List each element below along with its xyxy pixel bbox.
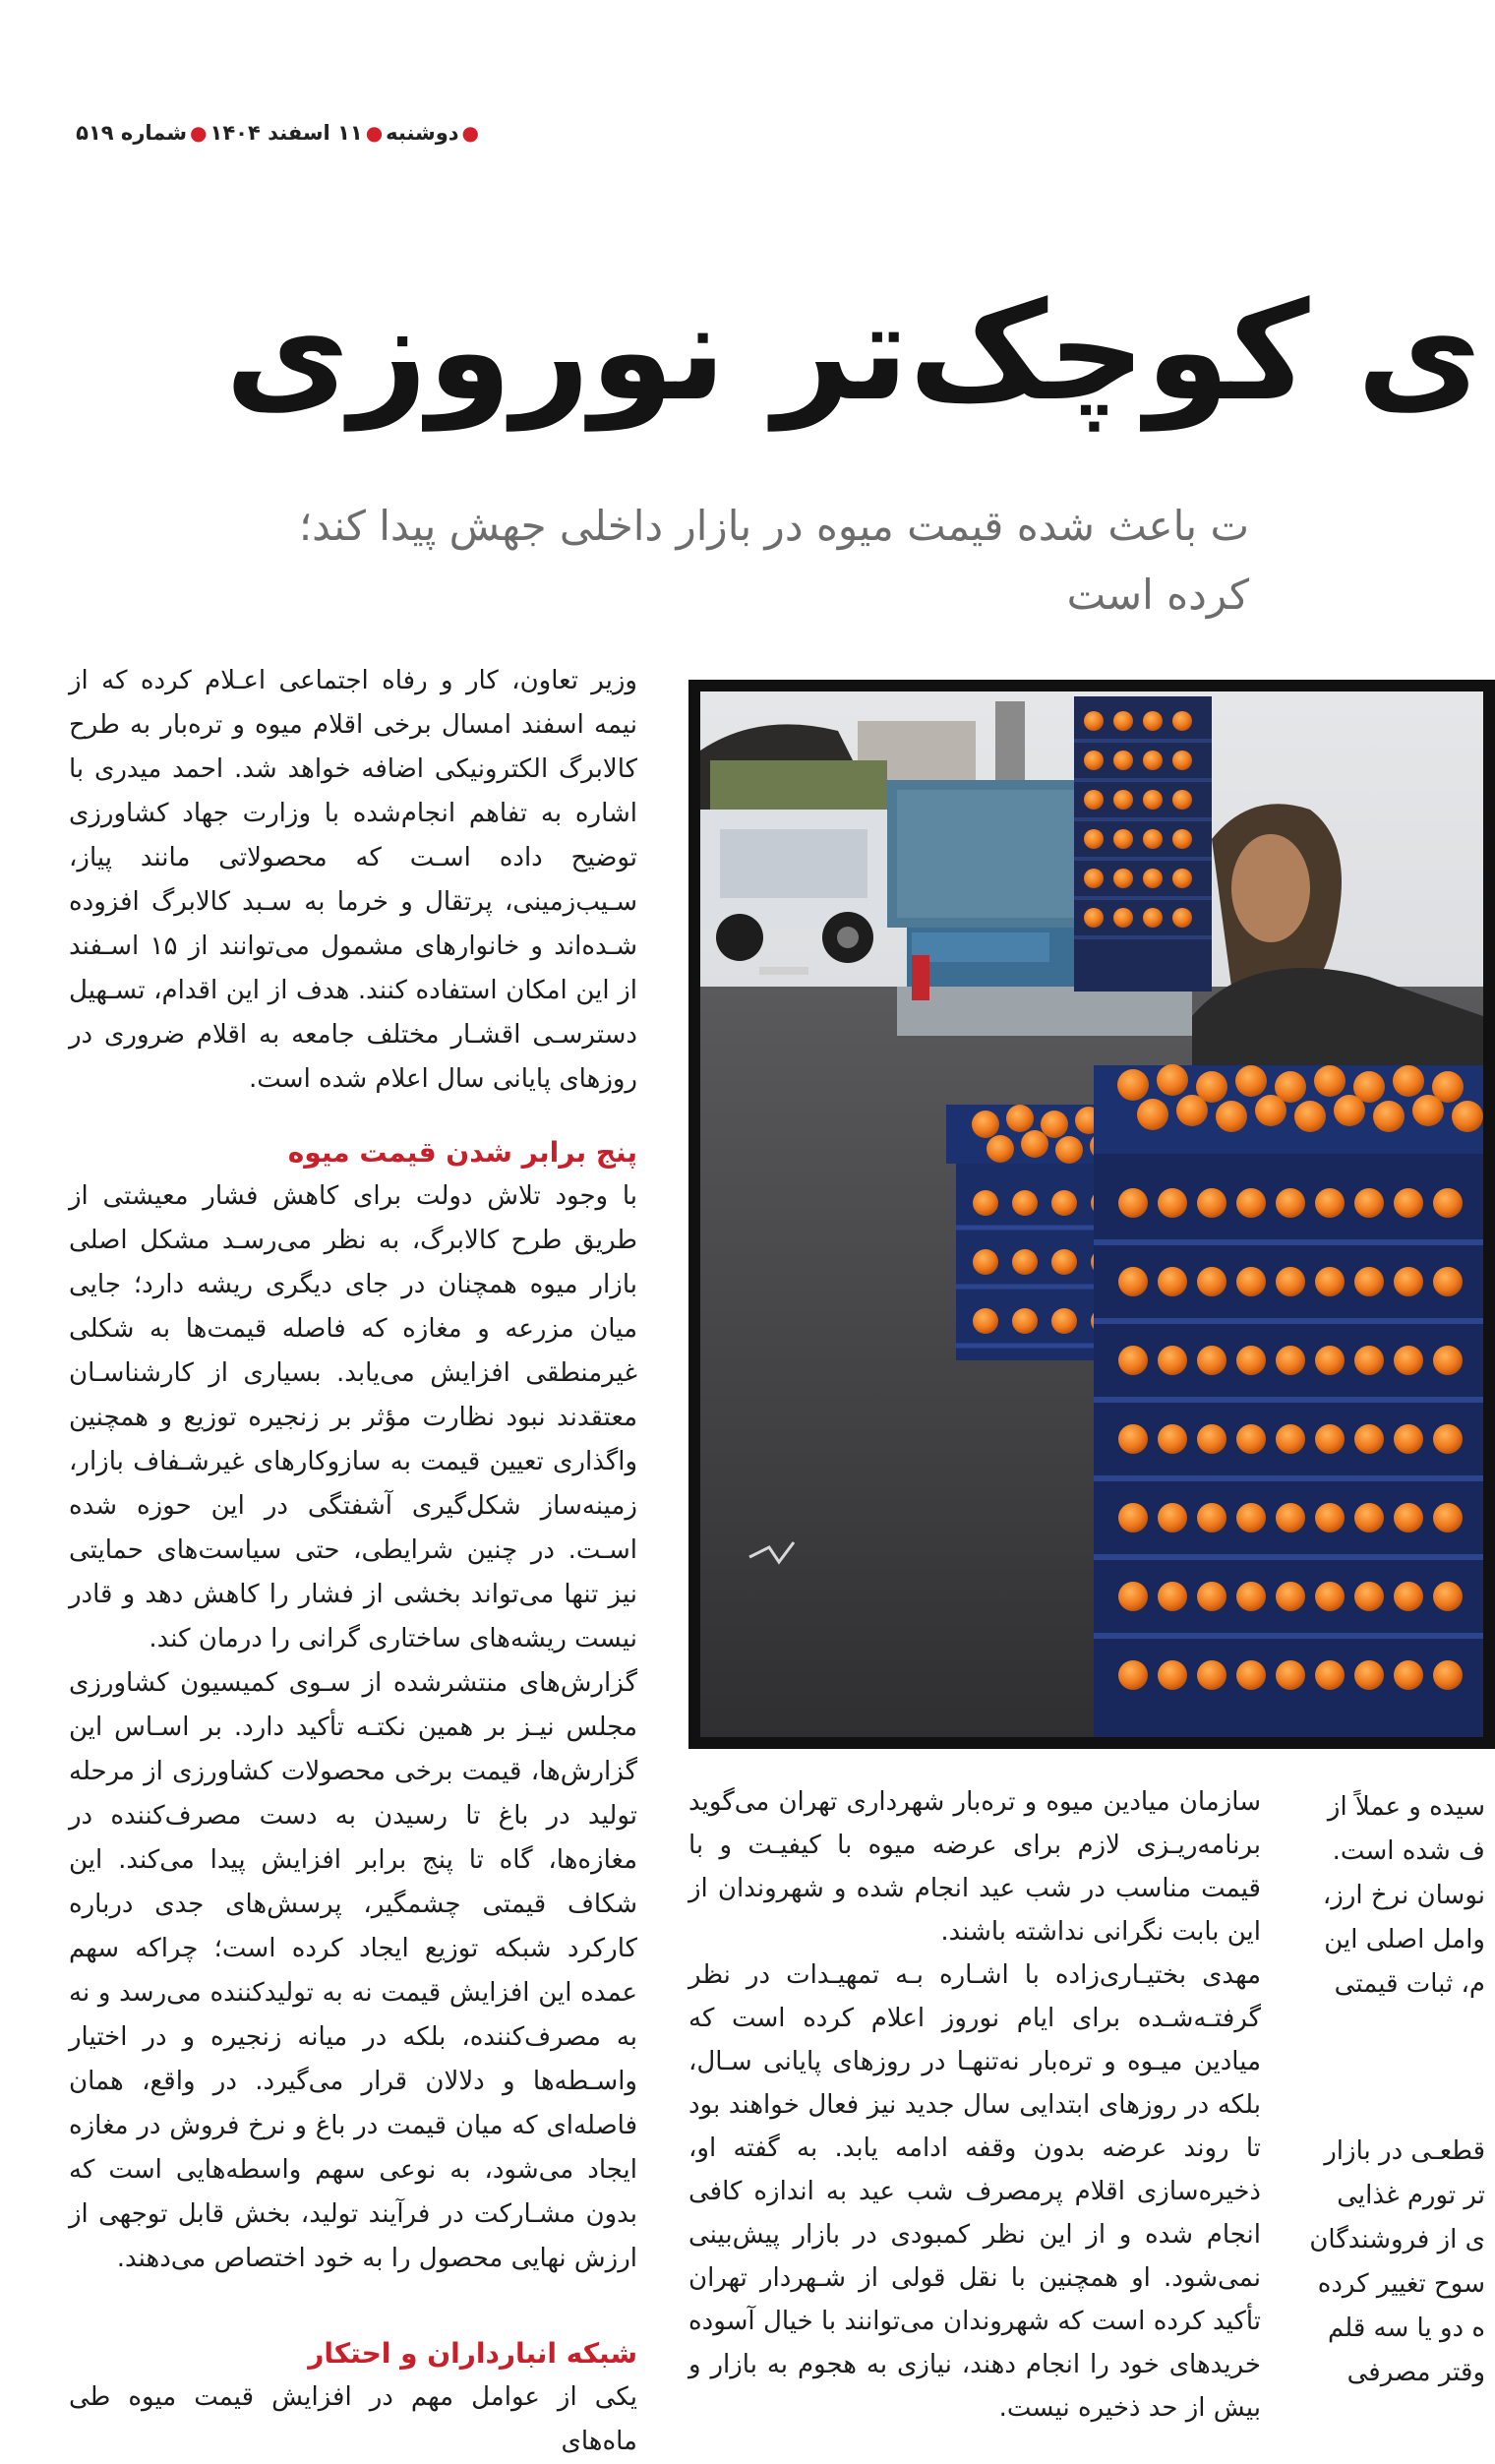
fragment-line: نوسان نرخ ارز، [1322, 1881, 1485, 1910]
issue-number: شماره ۵۱۹ [76, 121, 188, 145]
subtitle [0, 492, 1475, 630]
fragment-line: ه دو یا سه قلم [1327, 2314, 1485, 2343]
headline-box [0, 264, 1481, 451]
fragment-line: سیده و عملاً از [1327, 1792, 1485, 1822]
market-photo-illustration [700, 691, 1483, 1737]
fragment-line: تر تورم غذایی [1337, 2181, 1485, 2210]
article-photo [688, 680, 1495, 1749]
middle-column [688, 1780, 1261, 2430]
fragment-line: وقتر مصرفی [1346, 2358, 1485, 2387]
bullet-icon: ● [461, 121, 479, 145]
section-heading-warehouses: شبکه انبارداران و احتکار [308, 2337, 637, 2370]
subtitle-line-1: ت باعث شده قیمت میوه در بازار داخلی جهش پیدا کند؛ [298, 502, 1249, 550]
fragment-line: قطعـی در بازار [1324, 2136, 1485, 2166]
right-column-fragment [1303, 1785, 1485, 2012]
issue-weekday: دوشنبه [386, 121, 459, 145]
bullet-icon: ● [365, 121, 384, 145]
fragment-line: سوح تغییر کرده [1317, 2269, 1485, 2299]
section-paragraph: گزارش‌های منتشرشده از سـوی کمیسیون کشاورزی مجلس نیـز بر همین نکتـه تأکید دارد. بر اسـاس این گزارش‌ها، قیمت برخی محصولات کشاورزی از مرحله تولید در باغ تا رسیدن به دست مصرف‌کننده در مغازه‌ها، گاه تا پنج برابر افزایش پیدا می‌کند. این شکاف قیمتی چشمگیر، پرسش‌های جدی درباره کارکرد شبکه توزیع ایجاد کرده است؛ چراکه سهم عمده این افزایش قیمت نه به تولیدکننده می‌رسد و نه به مصرف‌کننده، بلکه در میانه زنجیره و در اختیار واسـطه‌ها و دلالان قرار می‌گیرد. در واقع، همان فاصله‌ای که میان قیمت در باغ و نرخ فروش در مغازه ایجاد می‌شود، به نوعی سهم واسطه‌هایی است که بدون مشـارکت در فرآیند تولید، بخش قابل توجهی از ارزش نهایی محصول را به خود اختصاص می‌دهند. [69, 1668, 637, 2273]
issue-info [69, 121, 482, 145]
fragment-line: وامل اصلی این [1324, 1925, 1485, 1954]
middle-paragraph: سازمان میادین میوه و تره‌بار شهرداری تهران می‌گوید برنامه‌ریـزی لازم برای عرضه میوه با کیفیـت و با قیمت مناسب در شب عید انجام شده و شهروندان از این بابت نگرانی نداشته باشند. [688, 1787, 1261, 1947]
issue-date: ۱۱ اسفند ۱۴۰۴ [209, 121, 363, 145]
intro-paragraph: وزیر تعاون، کار و رفاه اجتماعی اعـلام کرده که از نیمه اسفند امسال برخی اقلام میوه و تره‌بار به طرح کالابرگ الکترونیکی اضافه خواهد شد. احمد میدری با اشاره به تفاهم انجام‌شده با وزارت جهاد کشاورزی توضیح داده اسـت که محصولاتی مانند پیاز، سـیب‌زمینی، پرتقال و خرما به سـبد کالابرگ افزوده شـده‌اند و خانوارهای مشمول می‌توانند از ۱۵ اسـفند از این امکان استفاده کنند. هدف از این اقدام، تسـهیل دسترسـی اقشـار مختلف جامعه به اقلام ضروری در روزهای پایانی سال اعلام شده است. [69, 666, 637, 1094]
section-paragraph: یکی از عوامل مهم در افزایش قیمت میوه طی ماه‌های [69, 2382, 637, 2456]
right-column-fragment [1303, 2130, 1485, 2394]
subtitle-line-2: کرده است [1066, 571, 1249, 619]
section-heading-fruit-price: پنج برابر شدن قیمت میوه [287, 1136, 637, 1169]
fragment-line: ی از فروشندگان [1309, 2225, 1485, 2254]
fragment-line: ف شده است. [1332, 1836, 1485, 1866]
bullet-icon: ● [190, 121, 208, 145]
middle-paragraph: مهدی بختیـاری‌زاده با اشـاره بـه تمهیـدات در نظر گرفتـه‌شـده برای ایام نوروز اعلام کرده است که میادین میـوه و تره‌بار نه‌تنهـا در روزهای پایانی سـال، بلکه در روزهای ابتدایی سال جدید نیز فعال خواهند بود تا روند عرضه بدون وقفه ادامه یابد. به گفته او، ذخیره‌سازی اقلام پرمصرف شب عید به اندازه کافی انجام شده و از این نظر کمبودی در بازار پیش‌بینی نمی‌شود. او همچنین با نقل قولی از شـهردار تهران تأکید کرده است که شهروندان می‌توانند با خیال آسوده خریدهای خود را انجام دهند، نیازی به هجوم به بازار و بیش از حد ذخیره نیست. [688, 1960, 1261, 2423]
section-paragraph: با وجود تلاش دولت برای کاهش فشار معیشتی از طریق طرح کالابرگ، به نظر می‌رسـد مشکل اصلی بازار میوه همچنان در جای دیگری ریشه دارد؛ جایی میان مزرعه و مغازه که فاصله قیمت‌ها به شکلی غیرمنطقی افزایش می‌یابد. بسیاری از کارشناسـان معتقدند نبود نظارت مؤثر بر زنجیره توزیع و همچنین واگذاری تعیین قیمت به سازوکارهای غیرشـفاف بازار، زمینه‌ساز شکل‌گیری آشفتگی در این حوزه شده اسـت. در چنین شرایطی، حتی سیاست‌های حمایتی نیز تنها می‌تواند بخشی از فشار را کاهش دهد و قادر نیست ریشه‌های ساختاری گرانی را درمان کند. [69, 1181, 637, 1653]
left-column [69, 659, 637, 2464]
headline: ی کوچک‌تر نوروزی [224, 272, 1481, 431]
fragment-line: م، ثبات قیمتی [1334, 1969, 1485, 1999]
